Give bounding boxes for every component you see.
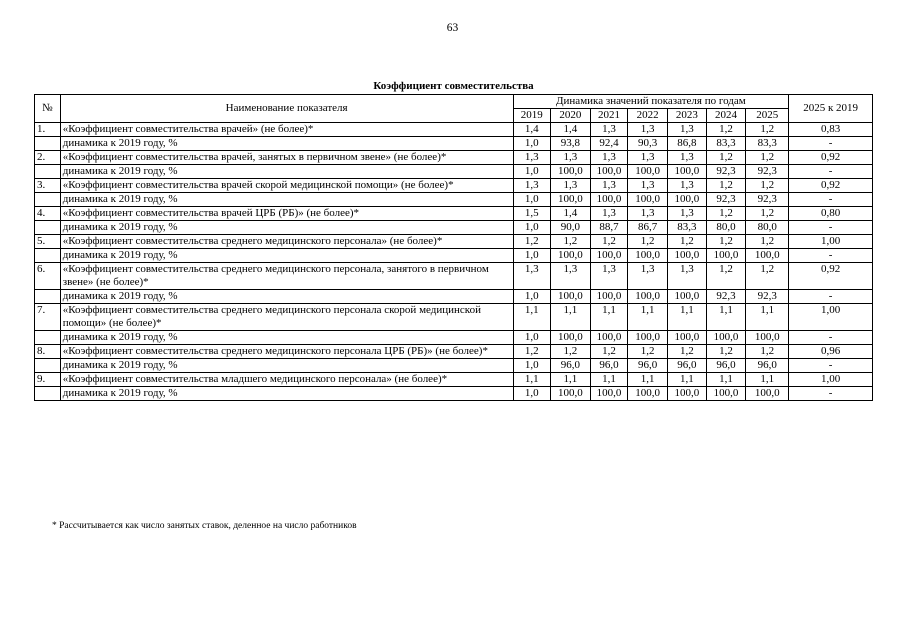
dynamics-ratio: - (789, 290, 873, 304)
dynamics-value: 92,3 (746, 193, 789, 207)
dynamics-value: 1,0 (513, 359, 551, 373)
dynamics-value: 100,0 (706, 249, 746, 263)
dynamics-ratio: - (789, 249, 873, 263)
indicator-value: 1,1 (668, 304, 707, 331)
dynamics-value: 1,0 (513, 137, 551, 151)
dynamics-value: 80,0 (746, 221, 789, 235)
empty-cell (35, 193, 61, 207)
row-number: 4. (35, 207, 61, 221)
page-number: 63 (446, 22, 459, 34)
row-number: 8. (35, 345, 61, 359)
dynamics-ratio: - (789, 193, 873, 207)
dynamics-value: 100,0 (590, 387, 628, 401)
dynamics-value: 96,0 (706, 359, 746, 373)
dynamics-value: 100,0 (668, 331, 707, 345)
dynamics-row (35, 193, 873, 207)
dynamics-value: 92,3 (706, 290, 746, 304)
dynamics-ratio: - (789, 331, 873, 345)
footnote: * Рассчитывается как число занятых ставок, деленное на число работников (52, 521, 357, 531)
indicator-value: 1,1 (746, 304, 789, 331)
dynamics-value: 83,3 (746, 137, 789, 151)
dynamics-value: 100,0 (628, 387, 668, 401)
dynamics-value: 83,3 (668, 221, 707, 235)
dynamics-value: 1,0 (513, 387, 551, 401)
row-number: 3. (35, 179, 61, 193)
header-year: 2023 (668, 109, 707, 123)
indicator-value: 1,4 (551, 123, 591, 137)
indicator-value: 1,2 (746, 263, 789, 290)
dynamics-value: 88,7 (590, 221, 628, 235)
dynamics-value: 86,8 (668, 137, 707, 151)
dynamics-label: динамика к 2019 году, % (60, 387, 513, 401)
empty-cell (35, 290, 61, 304)
table-title: Коэффициент совместительства (373, 80, 534, 92)
indicator-value: 1,1 (590, 373, 628, 387)
header-year: 2024 (706, 109, 746, 123)
indicator-value: 1,1 (668, 373, 707, 387)
dynamics-value: 1,0 (513, 193, 551, 207)
dynamics-ratio: - (789, 137, 873, 151)
dynamics-value: 1,0 (513, 331, 551, 345)
ratio-value: 1,00 (789, 304, 873, 331)
header-year: 2020 (551, 109, 591, 123)
indicator-value: 1,3 (513, 151, 551, 165)
indicator-value: 1,5 (513, 207, 551, 221)
indicator-value: 1,3 (668, 179, 707, 193)
dynamics-label: динамика к 2019 году, % (60, 165, 513, 179)
dynamics-value: 100,0 (551, 165, 591, 179)
indicator-value: 1,2 (746, 235, 789, 249)
dynamics-value: 100,0 (668, 165, 707, 179)
indicator-name: «Коэффициент совместительства младшего медицинского персонала» (не более)* (60, 373, 513, 387)
indicator-table (34, 94, 873, 401)
dynamics-value: 1,0 (513, 221, 551, 235)
ratio-value: 0,83 (789, 123, 873, 137)
indicator-value: 1,2 (706, 263, 746, 290)
dynamics-value: 100,0 (628, 249, 668, 263)
dynamics-value: 96,0 (590, 359, 628, 373)
indicator-row (35, 373, 873, 387)
dynamics-value: 100,0 (706, 387, 746, 401)
indicator-value: 1,1 (706, 304, 746, 331)
dynamics-value: 92,3 (746, 165, 789, 179)
indicator-row (35, 263, 873, 290)
indicator-value: 1,3 (551, 179, 591, 193)
dynamics-row (35, 359, 873, 373)
indicator-value: 1,3 (590, 179, 628, 193)
indicator-row (35, 151, 873, 165)
dynamics-value: 92,3 (706, 193, 746, 207)
indicator-value: 1,1 (513, 304, 551, 331)
dynamics-value: 92,4 (590, 137, 628, 151)
indicator-value: 1,1 (551, 373, 591, 387)
indicator-value: 1,2 (706, 235, 746, 249)
dynamics-value: 86,7 (628, 221, 668, 235)
indicator-value: 1,2 (628, 345, 668, 359)
dynamics-value: 100,0 (551, 193, 591, 207)
indicator-value: 1,3 (628, 123, 668, 137)
empty-cell (35, 137, 61, 151)
dynamics-value: 80,0 (706, 221, 746, 235)
indicator-name: «Коэффициент совместительства среднего медицинского персонала» (не более)* (60, 235, 513, 249)
dynamics-value: 100,0 (590, 165, 628, 179)
indicator-value: 1,2 (513, 345, 551, 359)
dynamics-row (35, 387, 873, 401)
row-number: 6. (35, 263, 61, 290)
dynamics-value: 100,0 (628, 193, 668, 207)
indicator-value: 1,2 (706, 179, 746, 193)
dynamics-value: 100,0 (551, 249, 591, 263)
indicator-value: 1,3 (628, 179, 668, 193)
indicator-row (35, 179, 873, 193)
dynamics-value: 100,0 (628, 165, 668, 179)
dynamics-value: 100,0 (551, 290, 591, 304)
indicator-value: 1,3 (551, 263, 591, 290)
indicator-value: 1,2 (746, 207, 789, 221)
indicator-name: «Коэффициент совместительства врачей ЦРБ (РБ)» (не более)* (60, 207, 513, 221)
ratio-value: 0,96 (789, 345, 873, 359)
dynamics-value: 100,0 (668, 249, 707, 263)
dynamics-value: 100,0 (590, 331, 628, 345)
dynamics-value: 100,0 (628, 290, 668, 304)
indicator-row (35, 123, 873, 137)
indicator-row (35, 235, 873, 249)
header-year: 2021 (590, 109, 628, 123)
empty-cell (35, 249, 61, 263)
indicator-name: «Коэффициент совместительства врачей, занятых в первичном звене» (не более)* (60, 151, 513, 165)
dynamics-value: 92,3 (746, 290, 789, 304)
dynamics-label: динамика к 2019 году, % (60, 193, 513, 207)
dynamics-value: 1,0 (513, 249, 551, 263)
indicator-value: 1,3 (668, 151, 707, 165)
indicator-value: 1,2 (590, 235, 628, 249)
indicator-value: 1,3 (590, 263, 628, 290)
dynamics-value: 96,0 (668, 359, 707, 373)
indicator-value: 1,3 (551, 151, 591, 165)
empty-cell (35, 165, 61, 179)
indicator-value: 1,3 (668, 207, 707, 221)
indicator-value: 1,3 (513, 179, 551, 193)
dynamics-value: 92,3 (706, 165, 746, 179)
dynamics-row (35, 137, 873, 151)
ratio-value: 0,80 (789, 207, 873, 221)
header-dynamics: Динамика значений показателя по годам (513, 95, 789, 109)
indicator-value: 1,2 (668, 345, 707, 359)
dynamics-value: 100,0 (590, 193, 628, 207)
ratio-value: 1,00 (789, 235, 873, 249)
header-num: № (35, 95, 61, 123)
dynamics-value: 100,0 (706, 331, 746, 345)
row-number: 9. (35, 373, 61, 387)
dynamics-value: 1,0 (513, 290, 551, 304)
dynamics-value: 100,0 (590, 290, 628, 304)
dynamics-value: 100,0 (746, 387, 789, 401)
header-ratio: 2025 к 2019 (789, 95, 873, 123)
indicator-value: 1,2 (590, 345, 628, 359)
dynamics-row (35, 249, 873, 263)
dynamics-label: динамика к 2019 году, % (60, 221, 513, 235)
dynamics-value: 100,0 (551, 387, 591, 401)
dynamics-value: 100,0 (628, 331, 668, 345)
dynamics-value: 96,0 (551, 359, 591, 373)
dynamics-ratio: - (789, 221, 873, 235)
indicator-value: 1,2 (513, 235, 551, 249)
ratio-value: 0,92 (789, 263, 873, 290)
empty-cell (35, 331, 61, 345)
dynamics-label: динамика к 2019 году, % (60, 137, 513, 151)
indicator-row (35, 207, 873, 221)
indicator-value: 1,1 (551, 304, 591, 331)
indicator-value: 1,1 (706, 373, 746, 387)
indicator-value: 1,1 (590, 304, 628, 331)
dynamics-ratio: - (789, 165, 873, 179)
ratio-value: 0,92 (789, 179, 873, 193)
ratio-value: 1,00 (789, 373, 873, 387)
indicator-value: 1,3 (513, 263, 551, 290)
indicator-value: 1,2 (746, 123, 789, 137)
indicator-value: 1,1 (746, 373, 789, 387)
dynamics-label: динамика к 2019 году, % (60, 290, 513, 304)
dynamics-ratio: - (789, 387, 873, 401)
indicator-value: 1,2 (746, 179, 789, 193)
dynamics-value: 93,8 (551, 137, 591, 151)
indicator-name: «Коэффициент совместительства врачей скорой медицинской помощи» (не более)* (60, 179, 513, 193)
indicator-value: 1,2 (551, 235, 591, 249)
indicator-value: 1,3 (628, 207, 668, 221)
ratio-value: 0,92 (789, 151, 873, 165)
dynamics-row (35, 331, 873, 345)
dynamics-value: 1,0 (513, 165, 551, 179)
indicator-value: 1,1 (513, 373, 551, 387)
indicator-name: «Коэффициент совместительства среднего медицинского персонала, занятого в первичном звене» (не более)* (60, 263, 513, 290)
dynamics-value: 100,0 (668, 290, 707, 304)
header-year: 2019 (513, 109, 551, 123)
dynamics-value: 100,0 (746, 331, 789, 345)
dynamics-value: 100,0 (551, 331, 591, 345)
indicator-row (35, 345, 873, 359)
indicator-name: «Коэффициент совместительства врачей» (не более)* (60, 123, 513, 137)
dynamics-label: динамика к 2019 году, % (60, 331, 513, 345)
indicator-value: 1,3 (668, 123, 707, 137)
indicator-value: 1,4 (551, 207, 591, 221)
indicator-value: 1,3 (590, 207, 628, 221)
indicator-value: 1,4 (513, 123, 551, 137)
indicator-value: 1,2 (746, 151, 789, 165)
row-number: 5. (35, 235, 61, 249)
empty-cell (35, 221, 61, 235)
row-number: 1. (35, 123, 61, 137)
header-year: 2022 (628, 109, 668, 123)
indicator-value: 1,2 (706, 123, 746, 137)
indicator-value: 1,3 (628, 151, 668, 165)
dynamics-value: 100,0 (590, 249, 628, 263)
dynamics-value: 100,0 (668, 387, 707, 401)
indicator-name: «Коэффициент совместительства среднего медицинского персонала ЦРБ (РБ)» (не более)* (60, 345, 513, 359)
row-number: 7. (35, 304, 61, 331)
dynamics-value: 90,3 (628, 137, 668, 151)
indicator-name: «Коэффициент совместительства среднего медицинского персонала скорой медицинской помощи» (не более)* (60, 304, 513, 331)
dynamics-label: динамика к 2019 году, % (60, 249, 513, 263)
header-year: 2025 (746, 109, 789, 123)
dynamics-value: 96,0 (746, 359, 789, 373)
row-number: 2. (35, 151, 61, 165)
indicator-value: 1,3 (668, 263, 707, 290)
empty-cell (35, 387, 61, 401)
indicator-value: 1,2 (706, 345, 746, 359)
dynamics-value: 96,0 (628, 359, 668, 373)
header-name: Наименование показателя (60, 95, 513, 123)
dynamics-value: 100,0 (668, 193, 707, 207)
indicator-value: 1,1 (628, 373, 668, 387)
dynamics-value: 100,0 (746, 249, 789, 263)
indicator-value: 1,2 (706, 151, 746, 165)
dynamics-value: 83,3 (706, 137, 746, 151)
dynamics-ratio: - (789, 359, 873, 373)
indicator-value: 1,2 (668, 235, 707, 249)
indicator-value: 1,3 (590, 151, 628, 165)
indicator-row (35, 304, 873, 331)
indicator-value: 1,2 (706, 207, 746, 221)
dynamics-row (35, 221, 873, 235)
dynamics-row (35, 290, 873, 304)
indicator-value: 1,3 (628, 263, 668, 290)
dynamics-label: динамика к 2019 году, % (60, 359, 513, 373)
dynamics-row (35, 165, 873, 179)
indicator-value: 1,1 (628, 304, 668, 331)
indicator-value: 1,3 (590, 123, 628, 137)
indicator-value: 1,2 (628, 235, 668, 249)
indicator-value: 1,2 (746, 345, 789, 359)
dynamics-value: 90,0 (551, 221, 591, 235)
empty-cell (35, 359, 61, 373)
indicator-value: 1,2 (551, 345, 591, 359)
